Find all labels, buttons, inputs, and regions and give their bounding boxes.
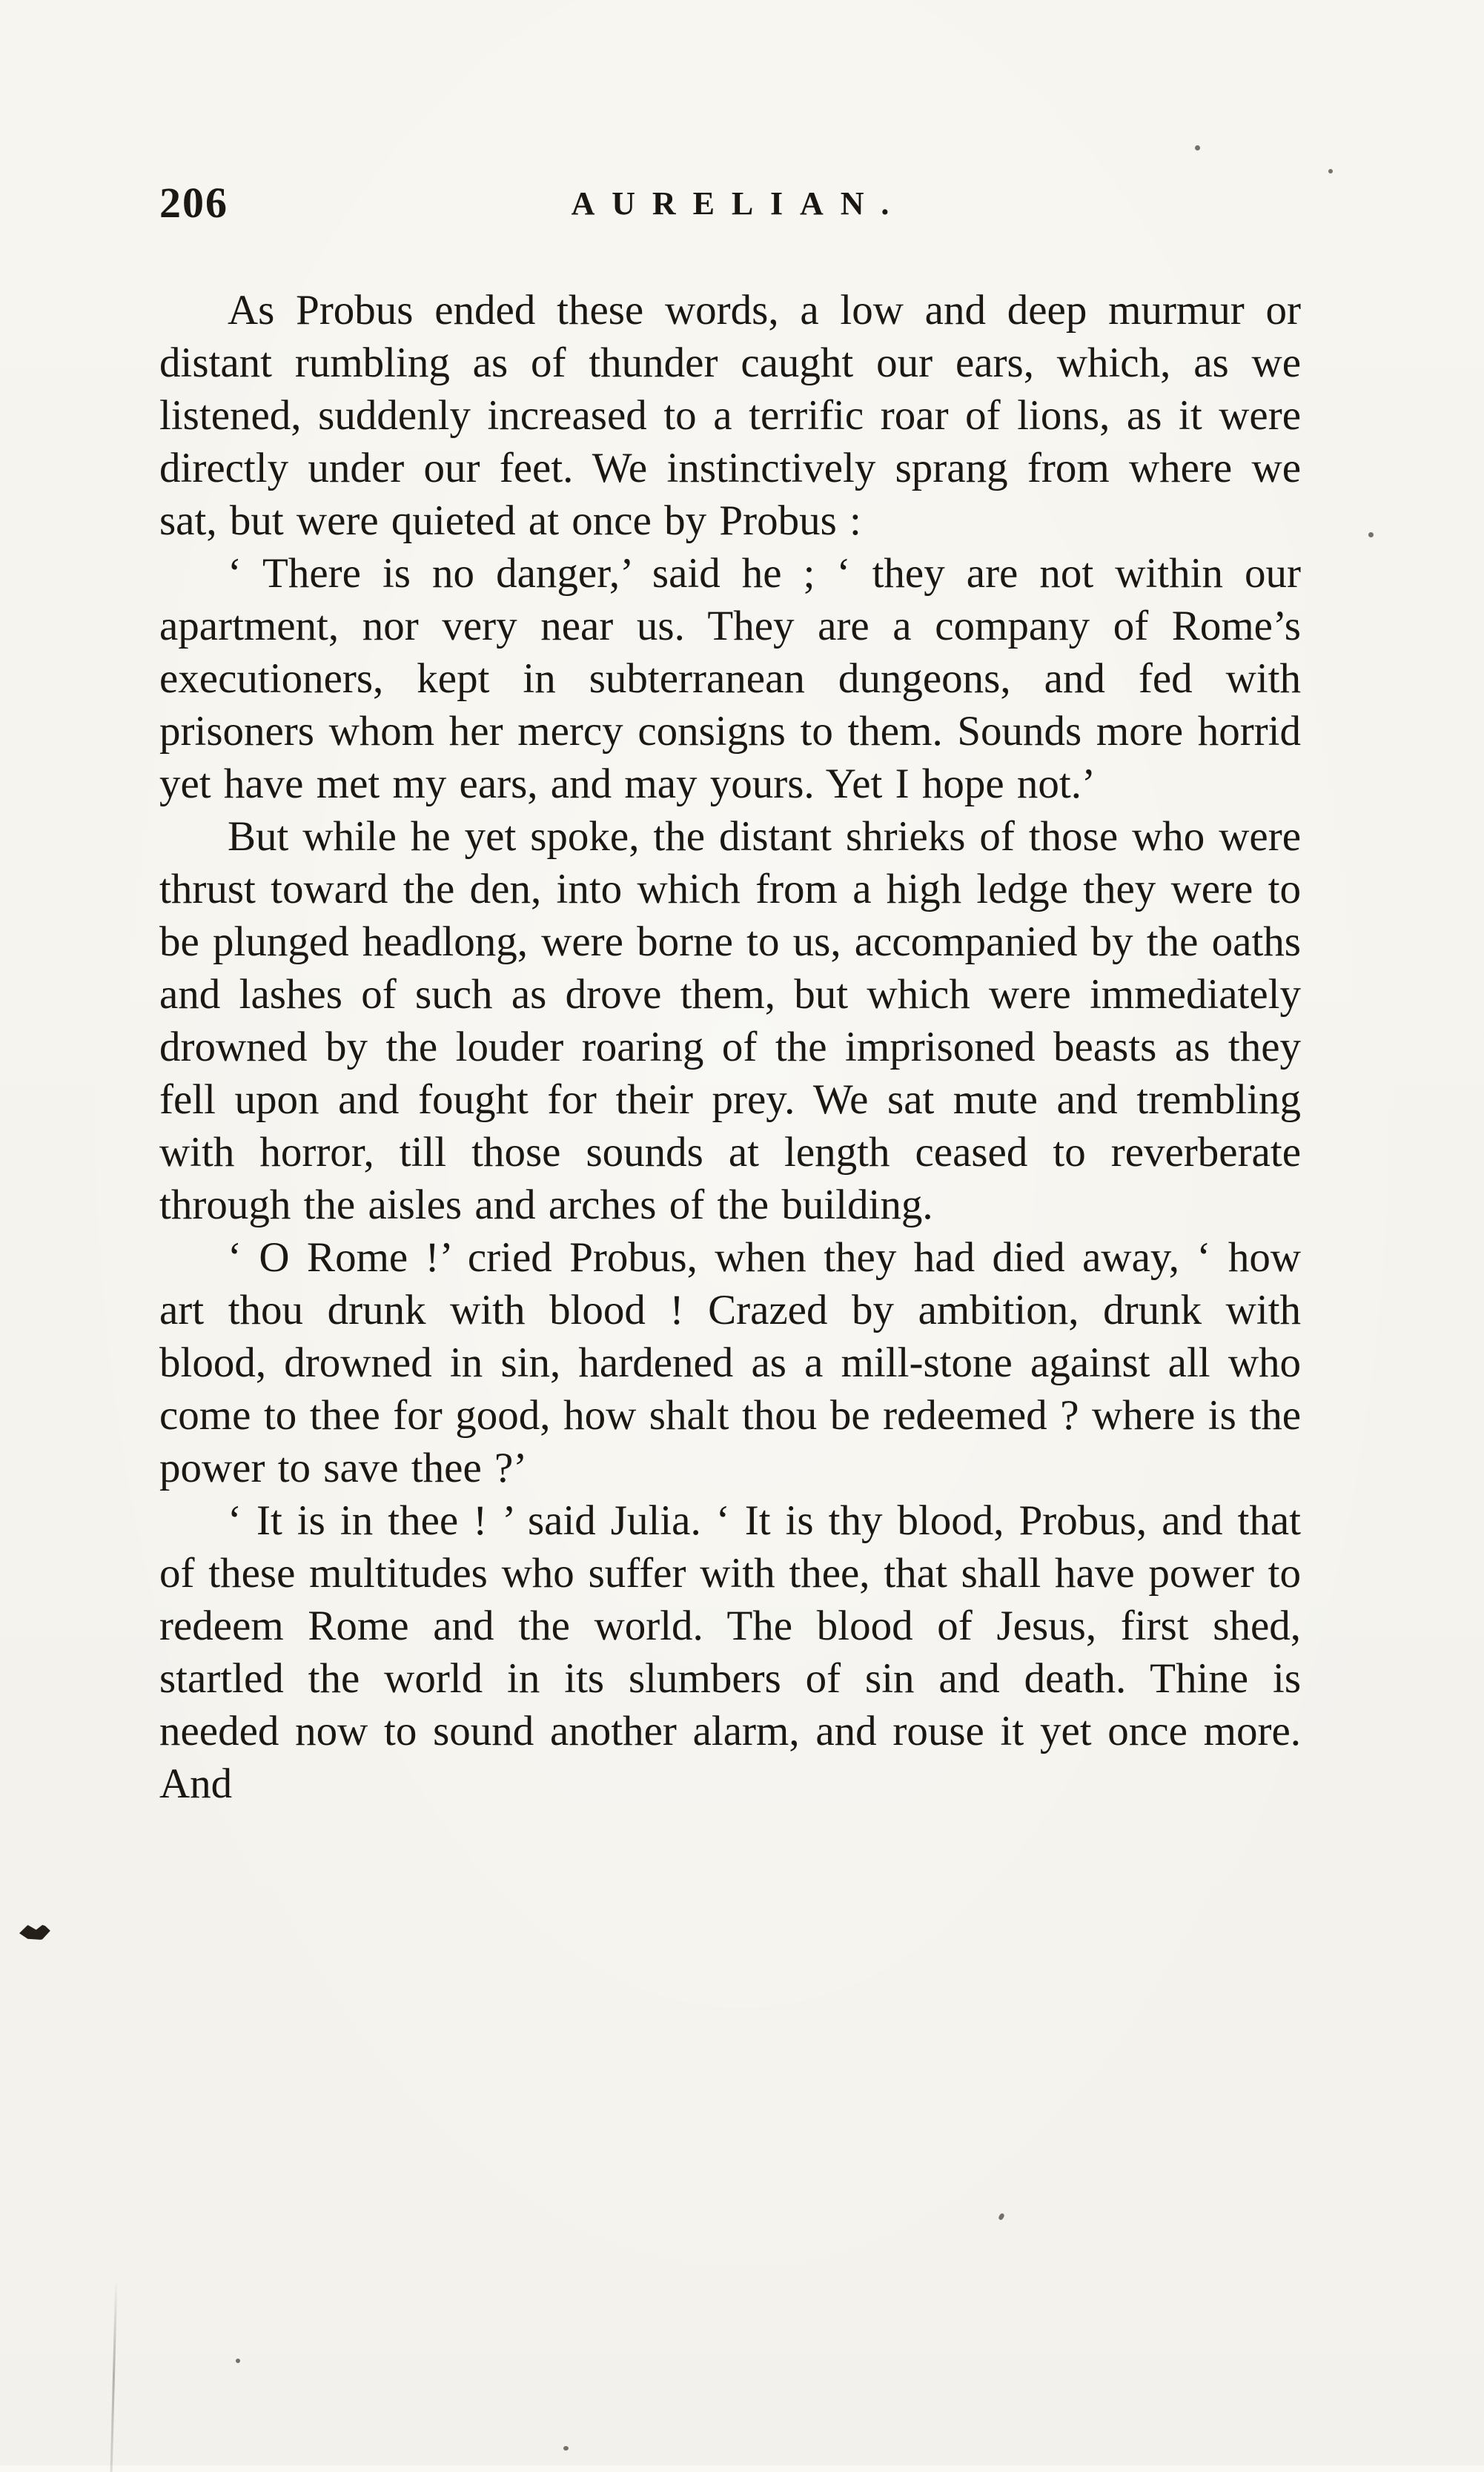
scan-speck [1195,145,1200,150]
paragraph-2: ‘ There is no danger,’ said he ; ‘ they are not within our apartment, nor very near us. They are a company of Rome’s executioners, kept in subterranean dungeons, and fed with prisoners whom her mercy consigns to them. Sounds more horrid yet have met my ears, and may yours. Yet I hope not.’ [159,550,1301,807]
paragraph-1: As Probus ended these words, a low and deep murmur or distant rumbling as of thunder caught our ears, which, as we listened, suddenly increased to a terrific roar of lions, as it were directly under our feet. We instinctively sprang from where we sat, but were quieted at once by Probus : [159,287,1301,544]
paragraph-4: ‘ O Rome !’ cried Probus, when they had died away, ‘ how art thou drunk with blood ! Crazed by ambition, drunk with blood, drowned in sin, hardened as a mill-stone against all who come to thee for good, how shalt thou be redeemed ? where is the power to save thee ?’ [159,1234,1301,1491]
paragraph-5: ‘ It is in thee ! ’ said Julia. ‘ It is thy blood, Probus, and that of these multitudes who suffer with thee, that shall have power to redeem Rome and the world. The blood of Jesus, first shed, startled the world in its slumbers of sin and death. Thine is needed now to sound another alarm, and rouse it yet once more. And [159,1497,1301,1807]
scan-speck [236,2359,240,2363]
scan-speck [563,2446,569,2451]
page-header [159,179,1301,233]
scan-speck [1368,532,1374,537]
page-number: 206 [159,179,228,227]
running-head: AURELIAN. [571,185,907,222]
margin-ink-mark [19,1923,51,1942]
text-column [159,0,1301,1810]
page-curl-line [110,2279,118,2472]
text-block [159,284,1301,1810]
paragraph-3: But while he yet spoke, the distant shrieks of those who were thrust toward the den, into which from a high ledge they were to be plunged headlong, were borne to us, accompanied by the oaths and lashes of such as drove them, but which were immediately drowned by the louder roaring of the imprisoned beasts as they fell upon and fought for their prey. We sat mute and trembling with horror, till those sounds at length ceased to reverberate through the aisles and arches of the building. [159,813,1301,1228]
scan-speck [1328,169,1333,173]
scan-speck [998,2213,1005,2221]
